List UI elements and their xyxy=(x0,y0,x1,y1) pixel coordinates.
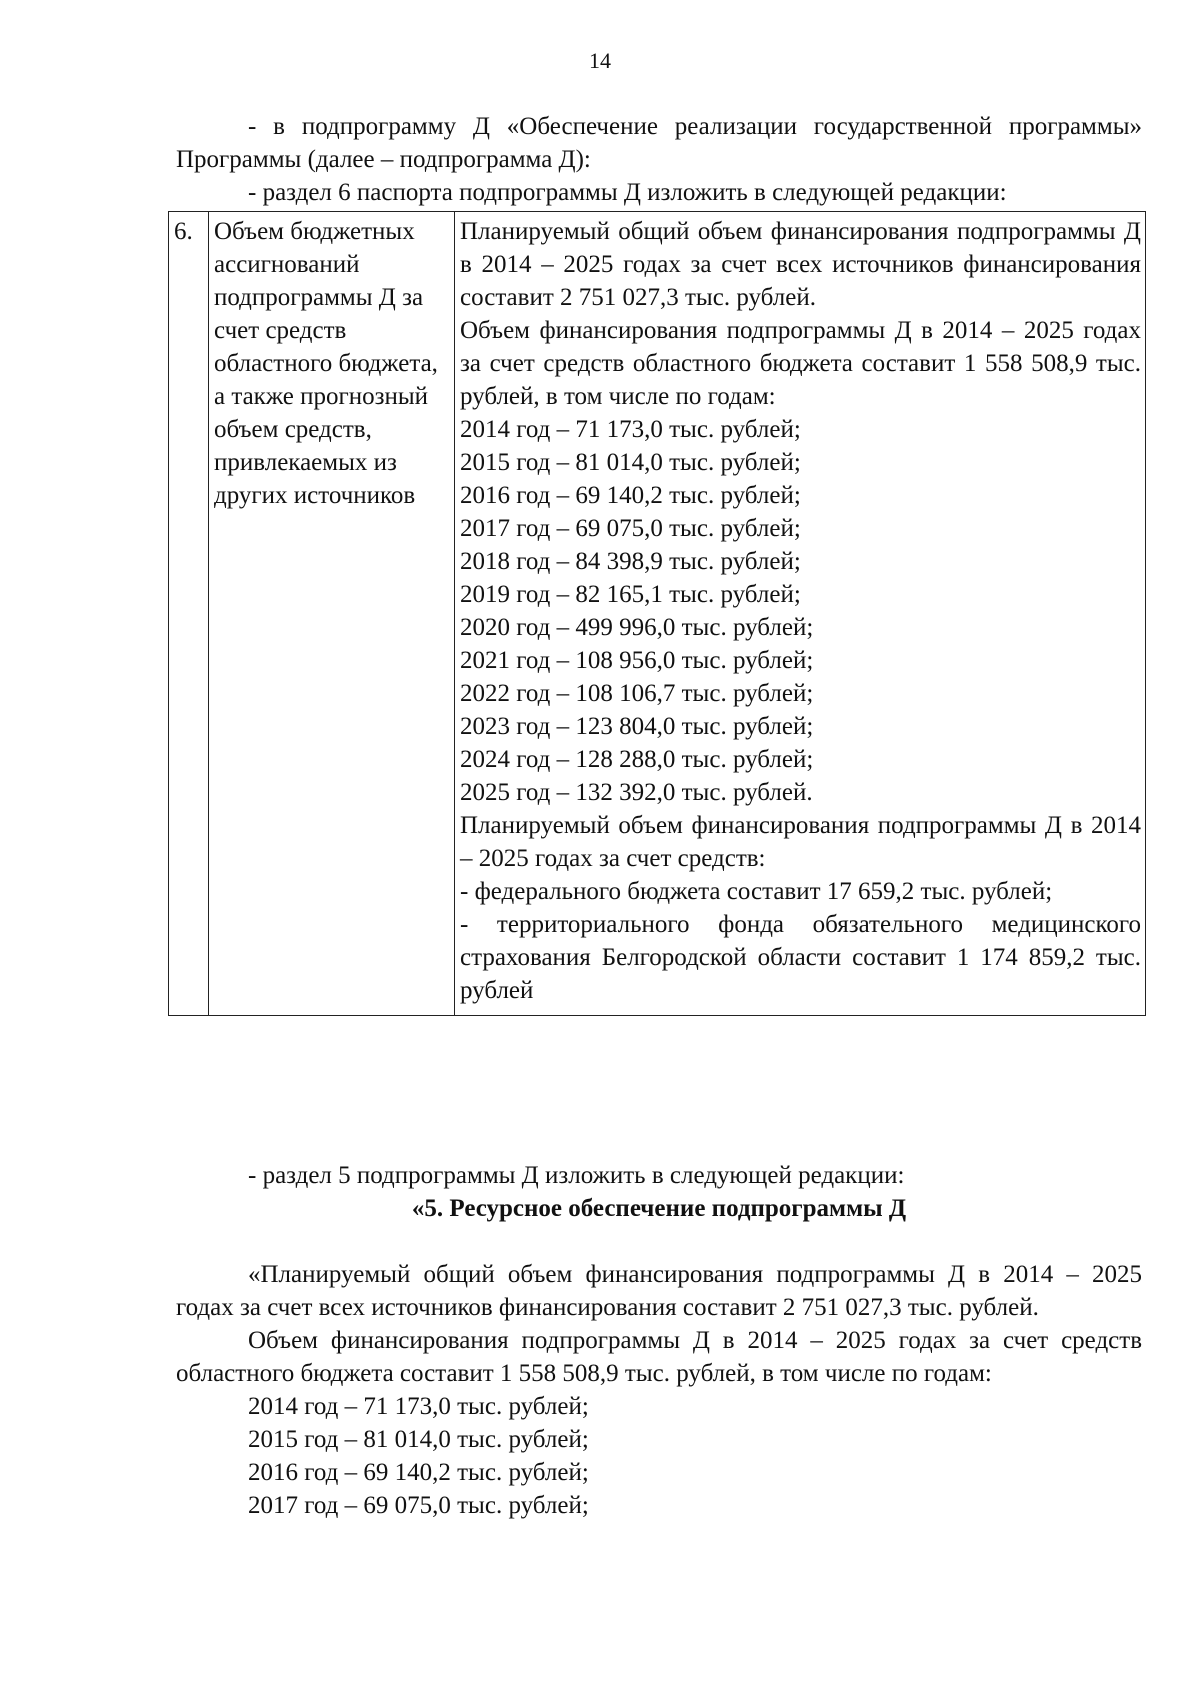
year-line: 2022 год – 108 106,7 тыс. рублей; xyxy=(460,680,814,707)
intro-section-line: - раздел 6 паспорта подпрограммы Д изложить в следующей редакции: xyxy=(248,179,1007,206)
year-line: 2016 год – 69 140,2 тыс. рублей; xyxy=(460,482,801,509)
passport-table xyxy=(168,211,1146,1016)
year-line: 2014 год – 71 173,0 тыс. рублей; xyxy=(248,1393,589,1420)
year-line: 2016 год – 69 140,2 тыс. рублей; xyxy=(248,1459,589,1486)
page-number: 14 xyxy=(589,48,611,73)
year-list xyxy=(176,1390,1142,1522)
table-row xyxy=(169,212,1146,1016)
tfoms-text: - территориального фонда обязательного медицинского страхования Белгородской области составит 1 174 859,2 тыс. рублей xyxy=(460,911,1141,1004)
total-financing-text: Планируемый общий объем финансирования подпрограммы Д в 2014 – 2025 годах за счет всех источников финансирования составит 2 751 027,3 тыс. рублей. xyxy=(460,218,1141,311)
section-5-paragraph: Объем финансирования подпрограммы Д в 2014 – 2025 годах за счет средств областного бюджета составит 1 558 508,9 тыс. рублей, в том числе по годам: xyxy=(176,1327,1142,1387)
year-line: 2020 год – 499 996,0 тыс. рублей; xyxy=(460,614,814,641)
year-line: 2023 год – 123 804,0 тыс. рублей; xyxy=(460,713,814,740)
regional-budget-text: Объем финансирования подпрограммы Д в 2014 – 2025 годах за счет средств областного бюджета составит 1 558 508,9 тыс. рублей, в том числе по годам: xyxy=(460,317,1141,410)
year-line: 2021 год – 108 956,0 тыс. рублей; xyxy=(460,647,814,674)
section-5-block xyxy=(176,1159,1142,1522)
year-line: 2024 год – 128 288,0 тыс. рублей; xyxy=(460,746,814,773)
row-description-cell xyxy=(455,212,1146,1016)
year-line: 2017 год – 69 075,0 тыс. рублей; xyxy=(460,515,801,542)
section-5-intro: - раздел 5 подпрограммы Д изложить в следующей редакции: xyxy=(248,1162,905,1189)
year-line: 2025 год – 132 392,0 тыс. рублей. xyxy=(460,779,813,806)
planned-sources-text: Планируемый объем финансирования подпрограммы Д в 2014 – 2025 годах за счет средств: xyxy=(460,812,1141,872)
federal-budget-text: - федерального бюджета составит 17 659,2 тыс. рублей; xyxy=(460,878,1053,905)
section-5-heading: «5. Ресурсное обеспечение подпрограммы Д xyxy=(411,1195,907,1222)
year-line: 2018 год – 84 398,9 тыс. рублей; xyxy=(460,548,801,575)
year-line: 2017 год – 69 075,0 тыс. рублей; xyxy=(248,1492,589,1519)
year-line: 2019 год – 82 165,1 тыс. рублей; xyxy=(460,581,801,608)
section-5-paragraph: «Планируемый общий объем финансирования подпрограммы Д в 2014 – 2025 годах за счет всех источников финансирования составит 2 751 027,3 тыс. рублей. xyxy=(176,1261,1142,1321)
blank-line xyxy=(176,1225,1142,1258)
row-number-cell: 6. xyxy=(169,212,209,1016)
year-line: 2015 год – 81 014,0 тыс. рублей; xyxy=(248,1426,589,1453)
year-line: 2015 год – 81 014,0 тыс. рублей; xyxy=(460,449,801,476)
intro-paragraph: - в подпрограмму Д «Обеспечение реализации государственной программы» Программы (далее – подпрограмма Д): xyxy=(176,113,1142,173)
intro-block xyxy=(176,110,1142,209)
year-line: 2014 год – 71 173,0 тыс. рублей; xyxy=(460,416,801,443)
row-name-cell: Объем бюджетных ассигнований подпрограммы Д за счет средств областного бюджета, а также прогнозный объем средств, привлекаемых из других источников xyxy=(209,212,455,1016)
